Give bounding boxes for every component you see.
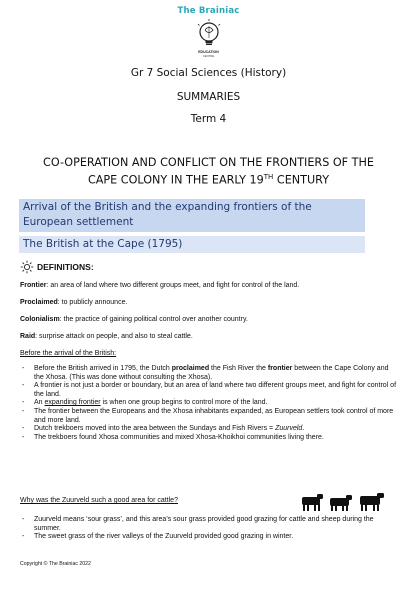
copyright: Copyright © The Brainiac 2022	[20, 561, 91, 567]
list-item: - The frontier between the Europeans and the Xhosa inhabitants expanded, as European settlers took control of more and more land.	[20, 408, 400, 425]
definitions-label: DEFINITIONS:	[37, 262, 94, 272]
before-arrival-heading: Before the arrival of the British:	[20, 350, 117, 357]
zuurveld-heading: Why was the Zuurveld such a good area for cattle?	[20, 497, 178, 504]
header	[0, 6, 417, 58]
definition-raid: Raid: surprise attack on people, and also to steal cattle.	[20, 333, 193, 340]
cattle-icon	[300, 491, 394, 513]
section-subheading: The British at the Cape (1795)	[19, 236, 365, 253]
definition-colonialism: Colonialism: the practice of gaining political control over another country.	[20, 316, 248, 323]
main-title-line-1: CO-OPERATION AND CONFLICT ON THE FRONTIERS OF THE	[43, 156, 374, 169]
section-heading: Arrival of the British and the expanding frontiers of the European settlement	[19, 199, 365, 232]
list-item: - The sweet grass of the river valleys of the Zuurveld provided good grazing in winter.	[20, 533, 400, 542]
list-item: - Dutch trekboers moved into the area between the Sundays and Fish Rivers = Zuurveld.	[20, 425, 400, 434]
brand-name: The Brainiac	[177, 6, 240, 16]
logo-caption: EDUCATION	[198, 50, 219, 54]
list-item: - A frontier is not just a border or boundary, but an area of land where two different groups meet, and fight for control of the land.	[20, 382, 400, 399]
lightbulb-logo-icon	[192, 18, 226, 52]
term-label: Term 4	[190, 113, 227, 125]
list-item: - Zuurveld means ‘sour grass’, and this area’s sour grass provided good grazing for cattle and sheep during the summer.	[20, 516, 400, 533]
list-item: - The trekboers found Xhosa communities and mixed Xhosa-Khoikhoi communities living there.	[20, 434, 400, 443]
lightbulb-icon	[20, 260, 34, 274]
main-title-line-2: CAPE COLONY IN THE EARLY 19TH CENTURY	[87, 173, 330, 187]
definition-frontier: Frontier: an area of land where two different groups meet, and fight for control of the land.	[20, 282, 300, 289]
logo-caption-secondary: CENTRE	[202, 54, 215, 58]
before-arrival-list	[20, 365, 400, 442]
definitions-heading	[20, 259, 94, 275]
document-kind: SUMMARIES	[176, 91, 241, 103]
list-item: - Before the British arrived in 1795, the Dutch proclaimed the Fish River the frontier between the Cape Colony and the Xhosa. (This was done without consulting the Xhosa).	[20, 365, 400, 382]
main-title	[20, 155, 397, 188]
list-item: - An expanding frontier is when one group begins to control more of the land.	[20, 399, 400, 408]
zuurveld-list	[20, 516, 400, 542]
definition-proclaimed: Proclaimed: to publicly announce.	[20, 299, 128, 306]
grade-title: Gr 7 Social Sciences (History)	[130, 67, 287, 79]
